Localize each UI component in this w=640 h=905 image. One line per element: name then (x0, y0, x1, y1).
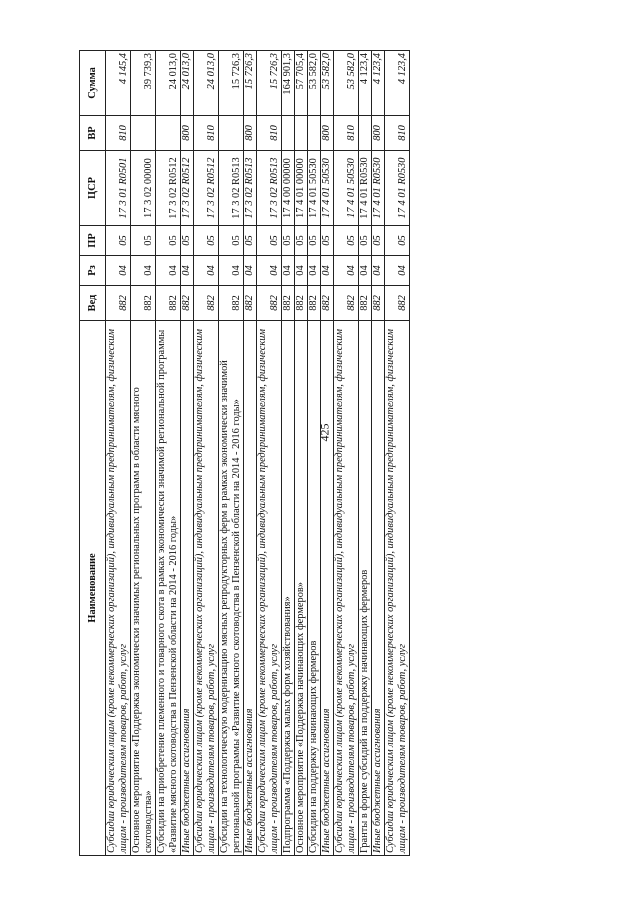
table-row (295, 51, 308, 856)
table-cell-csr: 17 3 02 R0513 (257, 151, 282, 226)
table-cell-csr: 17 4 01 50530 (321, 151, 334, 226)
table-cell-rz: 04 (156, 256, 181, 286)
table-cell-rz: 04 (295, 256, 308, 286)
table-cell-rz: 04 (321, 256, 334, 286)
table-cell-rz: 04 (308, 256, 321, 286)
table-cell-sum: 24 013,0 (194, 51, 219, 116)
table-cell-ved: 882 (257, 286, 282, 321)
table-cell-pr: 05 (282, 226, 295, 256)
table-cell-ved: 882 (308, 286, 321, 321)
table-cell-rz: 04 (385, 256, 410, 286)
table-cell-sum: 15 726,3 (257, 51, 282, 116)
table-cell-name: Иные бюджетные ассигнования (181, 321, 194, 856)
table-cell-ved: 882 (181, 286, 194, 321)
table-row (321, 51, 334, 856)
table-cell-name: Субсидии юридическим лицам (кроме некоммерческих организаций), индивидуальным предпринимателям, физическим лицам - производителям товаров, работ, услуг (106, 321, 131, 856)
table-cell-pr: 05 (385, 226, 410, 256)
table-cell-pr: 05 (372, 226, 385, 256)
table-row (257, 51, 282, 856)
table-row (156, 51, 181, 856)
table-cell-ved: 882 (334, 286, 359, 321)
table-cell-csr: 17 4 01 R0530 (385, 151, 410, 226)
table-cell-rz: 04 (131, 256, 156, 286)
table-cell-vr: 810 (385, 116, 410, 151)
table-cell-pr: 05 (244, 226, 257, 256)
table-cell-rz: 04 (359, 256, 372, 286)
table-cell-csr: 17 3 02 R0512 (156, 151, 181, 226)
table-cell-rz: 04 (257, 256, 282, 286)
table-cell-name: Гранты в форме субсидий на поддержку начинающих фермеров (359, 321, 372, 856)
budget-table-container (79, 51, 563, 856)
table-cell-name: Иные бюджетные ассигнования (321, 321, 334, 856)
table-cell-sum: 15 726,3 (219, 51, 244, 116)
table-row (308, 51, 321, 856)
table-cell-rz: 04 (244, 256, 257, 286)
table-cell-vr: 810 (106, 116, 131, 151)
table-cell-ved: 882 (156, 286, 181, 321)
table-cell-ved: 882 (244, 286, 257, 321)
table-cell-name: Основное мероприятие «Поддержка экономически значимых региональных программ в области мясного скотоводства» (131, 321, 156, 856)
table-cell-sum: 39 739,3 (131, 51, 156, 116)
table-cell-vr (282, 116, 295, 151)
table-cell-name: Субсидии юридическим лицам (кроме некоммерческих организаций), индивидуальным предпринимателям, физическим лицам - производителям товаров, работ, услуг (257, 321, 282, 856)
table-cell-name: Субсидии юридическим лицам (кроме некоммерческих организаций), индивидуальным предпринимателям, физическим лицам - производителям товаров, работ, услуг (385, 321, 410, 856)
table-cell-pr: 05 (295, 226, 308, 256)
table-cell-ved: 882 (372, 286, 385, 321)
table-cell-sum: 164 901,3 (282, 51, 295, 116)
table-row (219, 51, 244, 856)
table-cell-sum: 4 123,4 (372, 51, 385, 116)
table-row (244, 51, 257, 856)
table-cell-vr: 810 (194, 116, 219, 151)
table-cell-name: Субсидии на технологическую модернизацию мясных репродукторных ферм в рамках экономически значимой региональной программы «Развитие мясного скотоводства в Пензенской области на 2014 - 2016 годы» (219, 321, 244, 856)
header-vr: ВР (80, 116, 106, 151)
table-cell-csr: 17 3 01 R0501 (106, 151, 131, 226)
table-cell-rz: 04 (194, 256, 219, 286)
table-cell-pr: 05 (334, 226, 359, 256)
table-cell-rz: 04 (372, 256, 385, 286)
table-cell-name: Субсидии на поддержку начинающих фермеров (308, 321, 321, 856)
table-cell-ved: 882 (295, 286, 308, 321)
budget-table (79, 50, 410, 856)
table-cell-ved: 882 (194, 286, 219, 321)
table-cell-sum: 24 013,0 (156, 51, 181, 116)
table-cell-csr: 17 3 02 R0512 (194, 151, 219, 226)
header-rz: Рз (80, 256, 106, 286)
table-cell-vr (156, 116, 181, 151)
table-cell-sum: 53 582,0 (321, 51, 334, 116)
table-cell-ved: 882 (219, 286, 244, 321)
table-cell-name: Основное мероприятие «Поддержка начинающих фермеров» (295, 321, 308, 856)
table-cell-vr: 800 (244, 116, 257, 151)
table-header-row (80, 51, 106, 856)
table-cell-pr: 05 (194, 226, 219, 256)
table-cell-vr (295, 116, 308, 151)
table-cell-vr (359, 116, 372, 151)
table-cell-pr: 05 (308, 226, 321, 256)
table-cell-pr: 05 (321, 226, 334, 256)
table-cell-ved: 882 (359, 286, 372, 321)
table-cell-sum: 24 013,0 (181, 51, 194, 116)
table-cell-ved: 882 (385, 286, 410, 321)
table-cell-ved: 882 (282, 286, 295, 321)
table-cell-pr: 05 (257, 226, 282, 256)
table-row (181, 51, 194, 856)
table-cell-vr (308, 116, 321, 151)
table-cell-rz: 04 (334, 256, 359, 286)
header-pr: ПР (80, 226, 106, 256)
table-cell-sum: 4 123,4 (385, 51, 410, 116)
table-cell-csr: 17 3 02 R0512 (181, 151, 194, 226)
table-cell-rz: 04 (219, 256, 244, 286)
table-cell-vr: 800 (372, 116, 385, 151)
table-row (385, 51, 410, 856)
table-cell-sum: 4 123,4 (359, 51, 372, 116)
table-row (359, 51, 372, 856)
table-cell-csr: 17 4 01 00000 (295, 151, 308, 226)
table-cell-rz: 04 (106, 256, 131, 286)
page-number: 425 (317, 423, 332, 442)
table-cell-name: Субсидии юридическим лицам (кроме некоммерческих организаций), индивидуальным предпринимателям, физическим лицам - производителям товаров, работ, услуг (334, 321, 359, 856)
table-cell-pr: 05 (156, 226, 181, 256)
table-cell-ved: 882 (106, 286, 131, 321)
table-cell-sum: 53 582,0 (308, 51, 321, 116)
table-row (106, 51, 131, 856)
table-cell-pr: 05 (131, 226, 156, 256)
table-row (372, 51, 385, 856)
table-cell-sum: 53 582,0 (334, 51, 359, 116)
header-ved: Вед (80, 286, 106, 321)
header-sum: Сумма (80, 51, 106, 116)
table-cell-sum: 4 145,4 (106, 51, 131, 116)
table-cell-name: Иные бюджетные ассигнования (244, 321, 257, 856)
table-cell-csr: 17 4 01 50530 (334, 151, 359, 226)
table-cell-vr (131, 116, 156, 151)
table-cell-vr: 810 (334, 116, 359, 151)
header-csr: ЦСР (80, 151, 106, 226)
table-row (282, 51, 295, 856)
header-name: Наименование (80, 321, 106, 856)
table-cell-csr: 17 3 02 R0513 (219, 151, 244, 226)
table-cell-vr (219, 116, 244, 151)
table-cell-csr: 17 3 02 R0513 (244, 151, 257, 226)
table-row (334, 51, 359, 856)
table-cell-pr: 05 (181, 226, 194, 256)
table-cell-vr: 800 (181, 116, 194, 151)
table-row (131, 51, 156, 856)
table-cell-ved: 882 (321, 286, 334, 321)
table-cell-csr: 17 4 01 R0530 (359, 151, 372, 226)
table-cell-pr: 05 (219, 226, 244, 256)
table-cell-pr: 05 (106, 226, 131, 256)
table-cell-vr: 810 (257, 116, 282, 151)
table-cell-sum: 15 726,3 (244, 51, 257, 116)
table-cell-pr: 05 (359, 226, 372, 256)
table-cell-rz: 04 (181, 256, 194, 286)
table-body (106, 51, 410, 856)
table-cell-name: Субсидии на приобретение племенного и товарного скота в рамках экономически значимой региональной программы «Развитие мясного скотоводства в Пензенской области на 2014 - 2016 годы» (156, 321, 181, 856)
table-cell-csr: 17 4 01 50530 (308, 151, 321, 226)
table-cell-name: Субсидии юридическим лицам (кроме некоммерческих организаций), индивидуальным предпринимателям, физическим лицам - производителям товаров, работ, услуг (194, 321, 219, 856)
table-cell-csr: 17 3 02 00000 (131, 151, 156, 226)
table-cell-name: Подпрограмма «Поддержка малых форм хозяйствования» (282, 321, 295, 856)
table-cell-vr: 800 (321, 116, 334, 151)
table-cell-rz: 04 (282, 256, 295, 286)
table-cell-name: Иные бюджетные ассигнования (372, 321, 385, 856)
table-row (194, 51, 219, 856)
table-cell-sum: 57 705,4 (295, 51, 308, 116)
table-cell-csr: 17 4 01 R0530 (372, 151, 385, 226)
table-cell-csr: 17 4 00 00000 (282, 151, 295, 226)
table-cell-ved: 882 (131, 286, 156, 321)
